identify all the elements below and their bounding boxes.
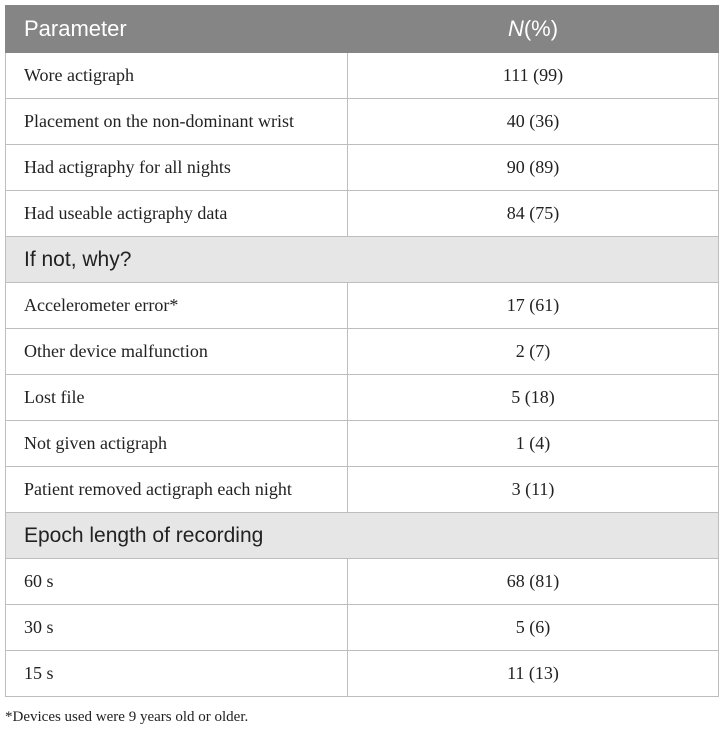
header-percent: (%) [523, 16, 559, 41]
row-value: 5 (6) [348, 605, 719, 651]
section-header-row [6, 513, 719, 559]
row-value: 3 (11) [348, 467, 719, 513]
row-value: 2 (7) [348, 329, 719, 375]
row-label: Had useable actigraphy data [6, 191, 348, 237]
table-footnote: *Devices used were 9 years old or older. [5, 709, 249, 725]
table-row [6, 145, 719, 191]
table-row [6, 191, 719, 237]
row-label: Had actigraphy for all nights [6, 145, 348, 191]
row-label: Placement on the non-dominant wrist [6, 99, 348, 145]
header-n: N [507, 16, 524, 41]
row-value: 68 (81) [348, 559, 719, 605]
header-parameter: Parameter [6, 6, 348, 53]
table-row [6, 283, 719, 329]
row-value: 90 (89) [348, 145, 719, 191]
actigraphy-table [5, 5, 719, 697]
table-row [6, 421, 719, 467]
table-row [6, 99, 719, 145]
row-value: 40 (36) [348, 99, 719, 145]
row-label: Wore actigraph [6, 53, 348, 99]
row-value: 11 (13) [348, 651, 719, 697]
row-value: 84 (75) [348, 191, 719, 237]
table-row [6, 559, 719, 605]
row-value: 5 (18) [348, 375, 719, 421]
table-row [6, 375, 719, 421]
row-label: Accelerometer error* [6, 283, 348, 329]
row-label: Not given actigraph [6, 421, 348, 467]
row-label: 60 s [6, 559, 348, 605]
row-value: 111 (99) [348, 53, 719, 99]
section-header-row [6, 237, 719, 283]
row-label: 15 s [6, 651, 348, 697]
row-value: 17 (61) [348, 283, 719, 329]
row-label: Patient removed actigraph each night [6, 467, 348, 513]
table-row [6, 651, 719, 697]
section-title-if-not-why: If not, why? [6, 237, 719, 283]
table-header-row [6, 6, 719, 53]
header-n-percent [348, 6, 719, 53]
row-label: Other device malfunction [6, 329, 348, 375]
table-row [6, 605, 719, 651]
table-row [6, 329, 719, 375]
section-title-epoch-length: Epoch length of recording [6, 513, 719, 559]
table-row [6, 467, 719, 513]
table-row [6, 53, 719, 99]
row-label: 30 s [6, 605, 348, 651]
row-label: Lost file [6, 375, 348, 421]
row-value: 1 (4) [348, 421, 719, 467]
